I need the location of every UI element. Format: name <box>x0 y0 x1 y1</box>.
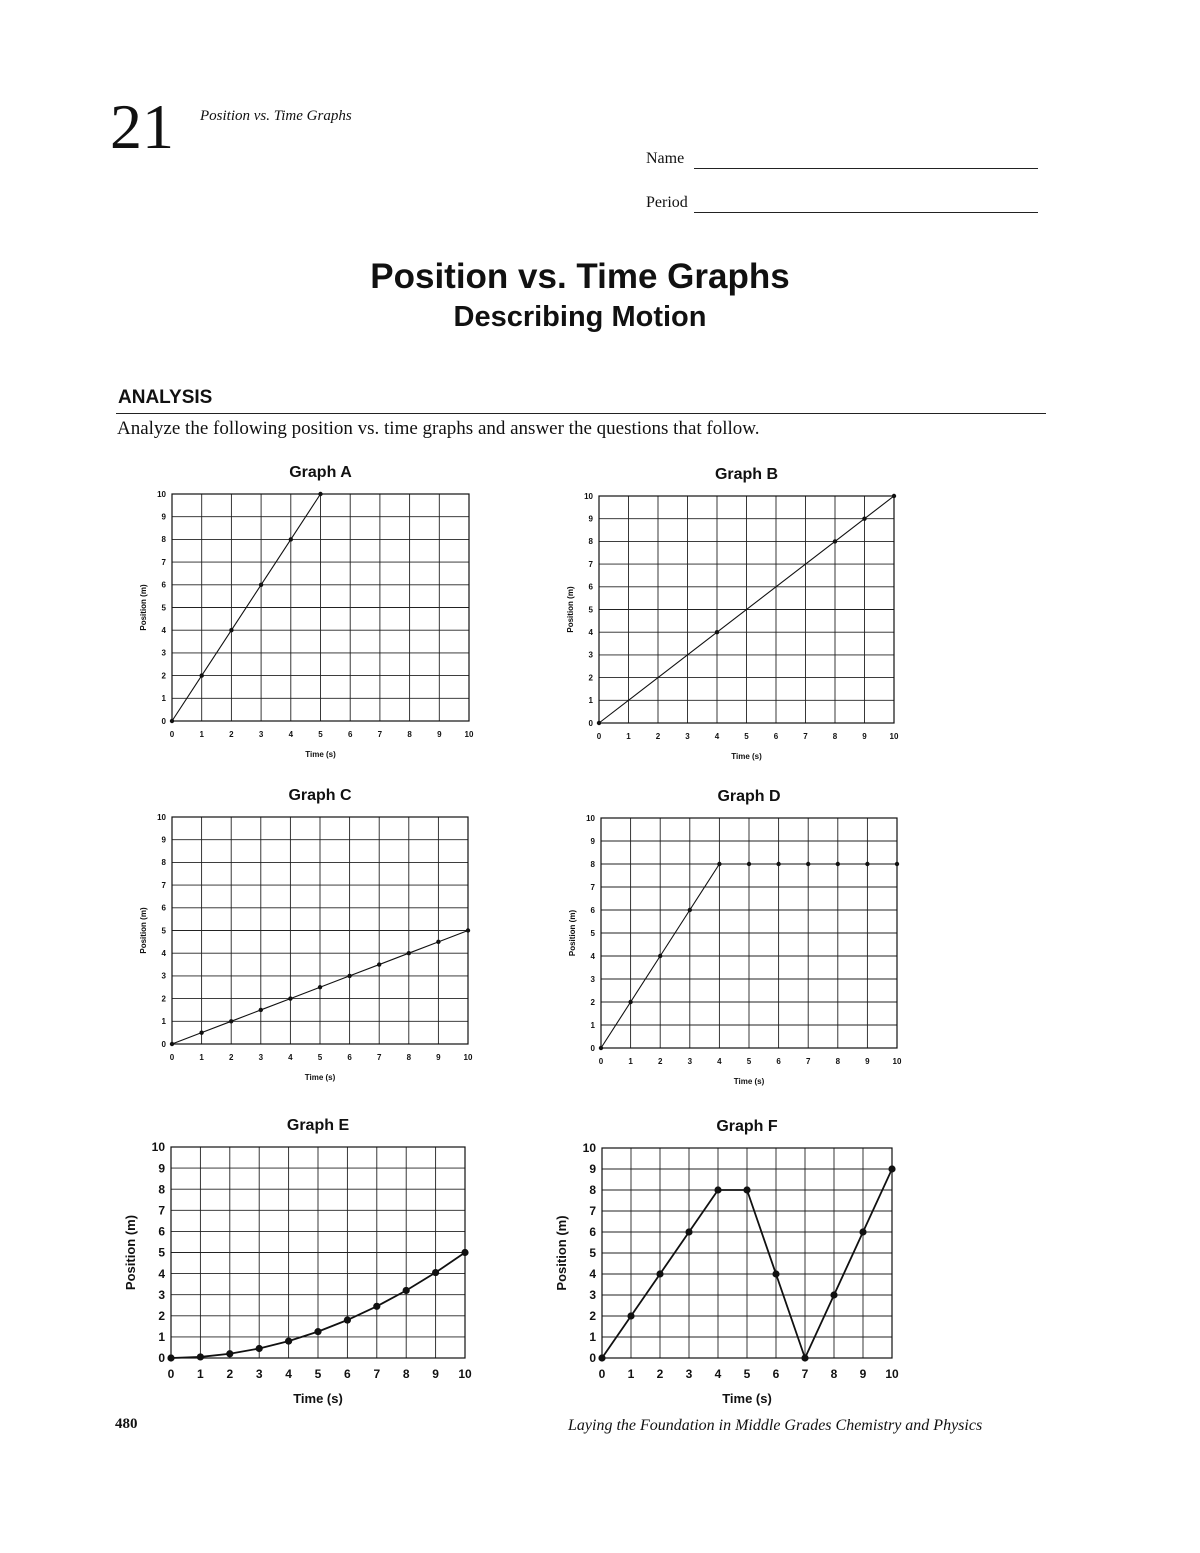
graph-f-y-tick-label: 1 <box>589 1330 596 1345</box>
graph-f-x-tick-label: 5 <box>743 1367 751 1381</box>
graph-e-x-tick-label: 2 <box>226 1367 234 1381</box>
graph-b-x-tick-label: 4 <box>714 732 720 741</box>
graph-c-x-tick-label: 5 <box>317 1053 323 1062</box>
graph-f-data-point <box>859 1228 866 1235</box>
graph-a-x-tick-label: 8 <box>407 730 412 739</box>
graph-d-x-tick-label: 2 <box>657 1057 663 1066</box>
graph-d-y-axis-label: Position (m) <box>568 909 577 957</box>
graph-c-y-tick-label: 3 <box>161 971 166 981</box>
graph-e-data-point <box>461 1249 468 1256</box>
graph-b-x-tick-label: 5 <box>744 732 749 741</box>
graph-e-x-tick-label: 9 <box>432 1367 439 1381</box>
graph-c-x-tick-label: 8 <box>406 1053 412 1062</box>
graph-b-y-tick-label: 6 <box>588 582 593 592</box>
graph-e-y-tick-label: 2 <box>158 1309 165 1323</box>
graph-e-data-point <box>314 1328 321 1335</box>
graph-d-data-point <box>806 862 810 866</box>
graph-b-y-tick-label: 0 <box>588 718 593 728</box>
graph-c-data-point <box>347 974 351 978</box>
graph-a-y-axis-label: Position (m) <box>139 584 148 631</box>
graph-c-y-tick-label: 4 <box>161 949 166 958</box>
graph-c-data-point <box>318 985 322 989</box>
graph-f-data-point <box>801 1354 808 1361</box>
graph-a-x-tick-label: 3 <box>258 730 264 739</box>
graph-c-data-point <box>229 1019 233 1023</box>
graph-e-data-point <box>256 1345 263 1352</box>
graph-c-y-tick-label: 10 <box>157 812 166 822</box>
graph-c-x-tick-label: 2 <box>228 1053 234 1062</box>
graph-b-x-tick-label: 10 <box>889 732 899 741</box>
graph-d-data-point <box>865 862 869 866</box>
graph-f-data-point <box>685 1228 692 1235</box>
graph-d-y-tick-label: 8 <box>590 859 595 869</box>
graph-b-x-tick-label: 1 <box>626 732 631 741</box>
graph-c-x-tick-label: 3 <box>258 1053 264 1062</box>
name-label: Name <box>646 150 685 167</box>
graph-e-y-tick-label: 6 <box>158 1224 165 1239</box>
graph-a-data-point <box>229 628 233 632</box>
graph-c-data-point <box>259 1008 263 1012</box>
page-title: Position vs. Time Graphs <box>370 257 790 296</box>
graph-c-x-tick-label: 4 <box>288 1053 293 1062</box>
graph-d-data-point <box>836 862 840 866</box>
graph-e-y-tick-label: 1 <box>158 1330 165 1345</box>
graph-c-data-point <box>407 951 411 955</box>
graph-c-title: Graph C <box>288 787 352 804</box>
graph-a-x-tick-label: 9 <box>437 730 442 739</box>
graph-a-y-tick-label: 5 <box>161 603 166 613</box>
graph-d-y-tick-label: 0 <box>590 1043 595 1053</box>
graph-b-y-tick-label: 3 <box>588 650 593 660</box>
graph-d-data-point <box>658 954 662 958</box>
graph-f-y-tick-label: 9 <box>589 1162 596 1177</box>
graph-d-data-point <box>717 862 721 866</box>
graph-d-x-tick-label: 6 <box>776 1057 781 1066</box>
graph-d-x-tick-label: 4 <box>717 1057 722 1066</box>
graph-a-x-tick-label: 4 <box>288 730 294 739</box>
graph-a-x-tick-label: 10 <box>464 730 474 739</box>
graph-f-data-point <box>627 1312 634 1319</box>
graph-c-y-axis-label: Position (m) <box>139 907 148 954</box>
graph-c-x-tick-label: 0 <box>169 1053 175 1062</box>
graph-c-x-tick-label: 6 <box>347 1053 352 1062</box>
graph-d-data-point <box>628 1000 632 1004</box>
graph-c-y-tick-label: 6 <box>161 903 166 913</box>
graph-f-data-point <box>888 1165 895 1172</box>
graph-c-data-point <box>466 928 470 932</box>
graph-a-data-point <box>170 719 174 723</box>
graph-d-y-tick-label: 4 <box>590 951 595 961</box>
graph-f-data-point <box>830 1291 837 1298</box>
graph-b-x-tick-label: 0 <box>596 732 602 741</box>
graph-d-data-point <box>747 862 751 866</box>
graph-f-y-tick-label: 8 <box>589 1183 596 1198</box>
graph-f-x-tick-label: 8 <box>830 1367 838 1381</box>
graph-b-y-tick-label: 5 <box>588 605 593 615</box>
graph-f-y-tick-label: 10 <box>582 1141 596 1156</box>
graph-c-data-point <box>170 1042 174 1046</box>
graph-d-y-tick-label: 3 <box>590 974 595 984</box>
graph-a-data-point <box>200 673 204 677</box>
graph-d-x-tick-label: 1 <box>628 1057 633 1066</box>
graph-e-data-point <box>344 1316 351 1323</box>
graph-c-x-tick-label: 7 <box>376 1053 382 1062</box>
graph-c-data-point <box>288 996 292 1000</box>
graph-f-x-tick-label: 1 <box>627 1367 635 1381</box>
graph-a-x-tick-label: 0 <box>169 730 175 739</box>
graph-e-x-tick-label: 1 <box>197 1367 204 1381</box>
graph-c-data-point <box>199 1030 203 1034</box>
graph-f-y-axis-label: Position (m) <box>554 1215 569 1291</box>
graph-e-y-tick-label: 7 <box>158 1203 165 1218</box>
graph-b-y-tick-label: 7 <box>588 559 593 569</box>
graph-e-data-point <box>432 1269 439 1276</box>
graph-d-data-point <box>776 862 780 866</box>
graph-d-x-tick-label: 0 <box>598 1057 604 1066</box>
graph-c-x-tick-label: 9 <box>436 1053 441 1062</box>
graph-d-x-tick-label: 3 <box>687 1057 693 1066</box>
graph-f-data-point <box>772 1270 779 1277</box>
graph-a-data-point <box>318 492 322 496</box>
graph-e-y-tick-label: 9 <box>158 1161 165 1176</box>
graph-c-x-axis-label: Time (s) <box>304 1073 336 1082</box>
graph-b-data-point <box>715 630 719 634</box>
graph-c-y-tick-label: 5 <box>161 926 166 936</box>
instructions-text: Analyze the following position vs. time graphs and answer the questions that follow. <box>117 418 760 439</box>
graph-a-y-tick-label: 2 <box>161 671 166 681</box>
graph-a-y-tick-label: 3 <box>161 648 166 658</box>
graph-f-x-axis-label: Time (s) <box>722 1391 772 1406</box>
graph-a-x-axis-label: Time (s) <box>305 750 336 759</box>
graph-b-x-axis-label: Time (s) <box>731 752 762 761</box>
graph-e-y-tick-label: 10 <box>151 1140 165 1155</box>
graph-e-x-tick-label: 0 <box>167 1367 175 1381</box>
graph-d-y-tick-label: 5 <box>590 928 595 938</box>
graph-e-x-tick-label: 8 <box>402 1367 410 1381</box>
graph-a-x-tick-label: 1 <box>199 730 204 739</box>
graph-b-data-point <box>892 494 896 498</box>
graph-b-y-tick-label: 2 <box>588 673 593 683</box>
graph-e-data-point <box>403 1287 410 1294</box>
section-heading: ANALYSIS <box>118 387 213 408</box>
chapter-title: Position vs. Time Graphs <box>200 108 352 124</box>
graph-d-y-tick-label: 10 <box>586 813 595 823</box>
graph-e-data-point <box>285 1338 292 1345</box>
graph-e-x-tick-label: 10 <box>458 1367 472 1381</box>
graph-e-data-point <box>167 1354 174 1361</box>
graph-d-data-point <box>688 908 692 912</box>
graph-d-x-tick-label: 9 <box>865 1057 870 1066</box>
graph-c-data-point <box>377 962 381 966</box>
graph-c-data-point <box>436 940 440 944</box>
graph-d-y-tick-label: 7 <box>590 882 595 892</box>
graph-f-x-tick-label: 4 <box>714 1367 722 1381</box>
graph-e-title: Graph E <box>286 1117 350 1134</box>
graph-d-x-tick-label: 7 <box>805 1057 811 1066</box>
graph-e-y-axis-label: Position (m) <box>123 1214 138 1291</box>
graph-b-x-tick-label: 7 <box>803 732 808 741</box>
graph-b-y-tick-label: 4 <box>588 628 593 637</box>
graph-a-y-tick-label: 8 <box>161 535 166 545</box>
graph-e-x-tick-label: 7 <box>373 1367 381 1381</box>
graph-b-x-tick-label: 2 <box>655 732 661 741</box>
graph-f-data-point <box>656 1270 663 1277</box>
graph-c-y-tick-label: 1 <box>161 1017 166 1027</box>
graph-e-x-axis-label: Time (s) <box>293 1391 343 1406</box>
graph-b-y-axis-label: Position (m) <box>566 586 575 633</box>
graph-e-y-tick-label: 5 <box>158 1245 165 1260</box>
graph-a-y-tick-label: 7 <box>161 557 166 567</box>
graph-e-y-tick-label: 0 <box>158 1351 165 1366</box>
graph-e-x-tick-label: 3 <box>255 1367 263 1381</box>
graph-e-y-tick-label: 4 <box>158 1266 165 1281</box>
graph-b-data-point <box>862 517 866 521</box>
graph-c-x-tick-label: 1 <box>199 1053 204 1062</box>
graph-a-x-tick-label: 6 <box>347 730 353 739</box>
chapter-number: 21 <box>110 91 174 162</box>
graph-b-x-tick-label: 3 <box>685 732 690 741</box>
graph-f-title: Graph F <box>716 1118 778 1135</box>
graph-e-data-point <box>197 1353 204 1360</box>
graph-c-y-tick-label: 2 <box>161 994 166 1004</box>
graph-d-x-tick-label: 8 <box>835 1057 841 1066</box>
graph-d-title: Graph D <box>717 788 781 805</box>
graph-e-data-point <box>226 1350 233 1357</box>
graph-e-x-tick-label: 4 <box>285 1367 292 1381</box>
graph-c-y-tick-label: 0 <box>161 1039 166 1049</box>
graph-b-x-tick-label: 8 <box>832 732 838 741</box>
graph-b-data-point <box>833 539 837 543</box>
graph-b-title: Graph B <box>714 466 779 483</box>
graph-f-data-point <box>714 1186 721 1193</box>
graph-a-y-tick-label: 10 <box>157 489 166 499</box>
graph-d-x-tick-label: 5 <box>746 1057 752 1066</box>
graph-a-title: Graph A <box>289 464 352 481</box>
graph-f-y-tick-label: 3 <box>589 1288 596 1303</box>
graph-c-y-tick-label: 7 <box>161 880 166 890</box>
graph-b-y-tick-label: 1 <box>588 696 593 706</box>
graph-d-y-tick-label: 6 <box>590 905 595 915</box>
graph-e-x-tick-label: 5 <box>314 1367 322 1381</box>
graph-f-y-tick-label: 5 <box>589 1246 596 1261</box>
graph-f-data-point <box>598 1354 605 1361</box>
graph-f-y-tick-label: 4 <box>589 1267 596 1282</box>
graph-e-y-tick-label: 3 <box>158 1287 165 1302</box>
graph-e-y-tick-label: 8 <box>158 1182 165 1197</box>
graph-f-x-tick-label: 2 <box>656 1367 664 1381</box>
graph-a-x-tick-label: 2 <box>229 730 234 739</box>
graph-b-y-tick-label: 9 <box>588 514 593 524</box>
graph-a-y-tick-label: 6 <box>161 580 166 590</box>
graph-e-x-tick-label: 6 <box>344 1367 351 1381</box>
graph-f-y-tick-label: 2 <box>589 1309 596 1324</box>
graph-a-data-point <box>289 537 293 541</box>
graph-a-y-tick-label: 0 <box>161 716 166 726</box>
graph-f-data-point <box>743 1186 750 1193</box>
graph-f-x-tick-label: 9 <box>859 1367 867 1381</box>
graph-f-x-tick-label: 10 <box>885 1367 899 1381</box>
graph-d-y-tick-label: 1 <box>590 1020 595 1030</box>
graph-a-y-tick-label: 9 <box>161 512 166 522</box>
graph-d-data-point <box>599 1046 603 1050</box>
graph-a-x-tick-label: 5 <box>318 730 323 739</box>
graph-c-x-tick-label: 10 <box>463 1053 473 1062</box>
graph-f-x-tick-label: 7 <box>801 1367 809 1381</box>
graph-a-data-point <box>259 583 263 587</box>
graph-e-data-point <box>373 1303 380 1310</box>
graph-f-y-tick-label: 0 <box>589 1351 596 1366</box>
graph-b-data-point <box>597 721 601 725</box>
graph-b-y-tick-label: 10 <box>584 491 593 501</box>
graph-d-x-tick-label: 10 <box>892 1057 902 1066</box>
graph-a-y-tick-label: 1 <box>161 694 166 704</box>
graph-d-x-axis-label: Time (s) <box>733 1077 765 1086</box>
graph-b-y-tick-label: 8 <box>588 537 593 547</box>
book-title: Laying the Foundation in Middle Grades Chemistry and Physics <box>568 1417 983 1434</box>
graph-b-x-tick-label: 6 <box>773 732 779 741</box>
period-label: Period <box>646 194 688 211</box>
graph-f-x-tick-label: 6 <box>772 1367 780 1381</box>
graph-d-y-tick-label: 9 <box>590 836 595 846</box>
graph-d-y-tick-label: 2 <box>590 997 595 1007</box>
graph-b-x-tick-label: 9 <box>862 732 867 741</box>
graph-d-data-point <box>895 862 899 866</box>
page-subtitle: Describing Motion <box>453 301 707 333</box>
graph-c-y-tick-label: 8 <box>161 858 166 868</box>
graph-a-x-tick-label: 7 <box>377 730 383 739</box>
page-number: 480 <box>115 1416 138 1432</box>
graph-f-x-tick-label: 3 <box>685 1367 693 1381</box>
graph-c-y-tick-label: 9 <box>161 835 166 845</box>
graph-f-y-tick-label: 7 <box>589 1204 596 1219</box>
graph-a-y-tick-label: 4 <box>161 626 166 635</box>
graph-f-y-tick-label: 6 <box>589 1225 596 1240</box>
graph-f-x-tick-label: 0 <box>598 1367 606 1381</box>
